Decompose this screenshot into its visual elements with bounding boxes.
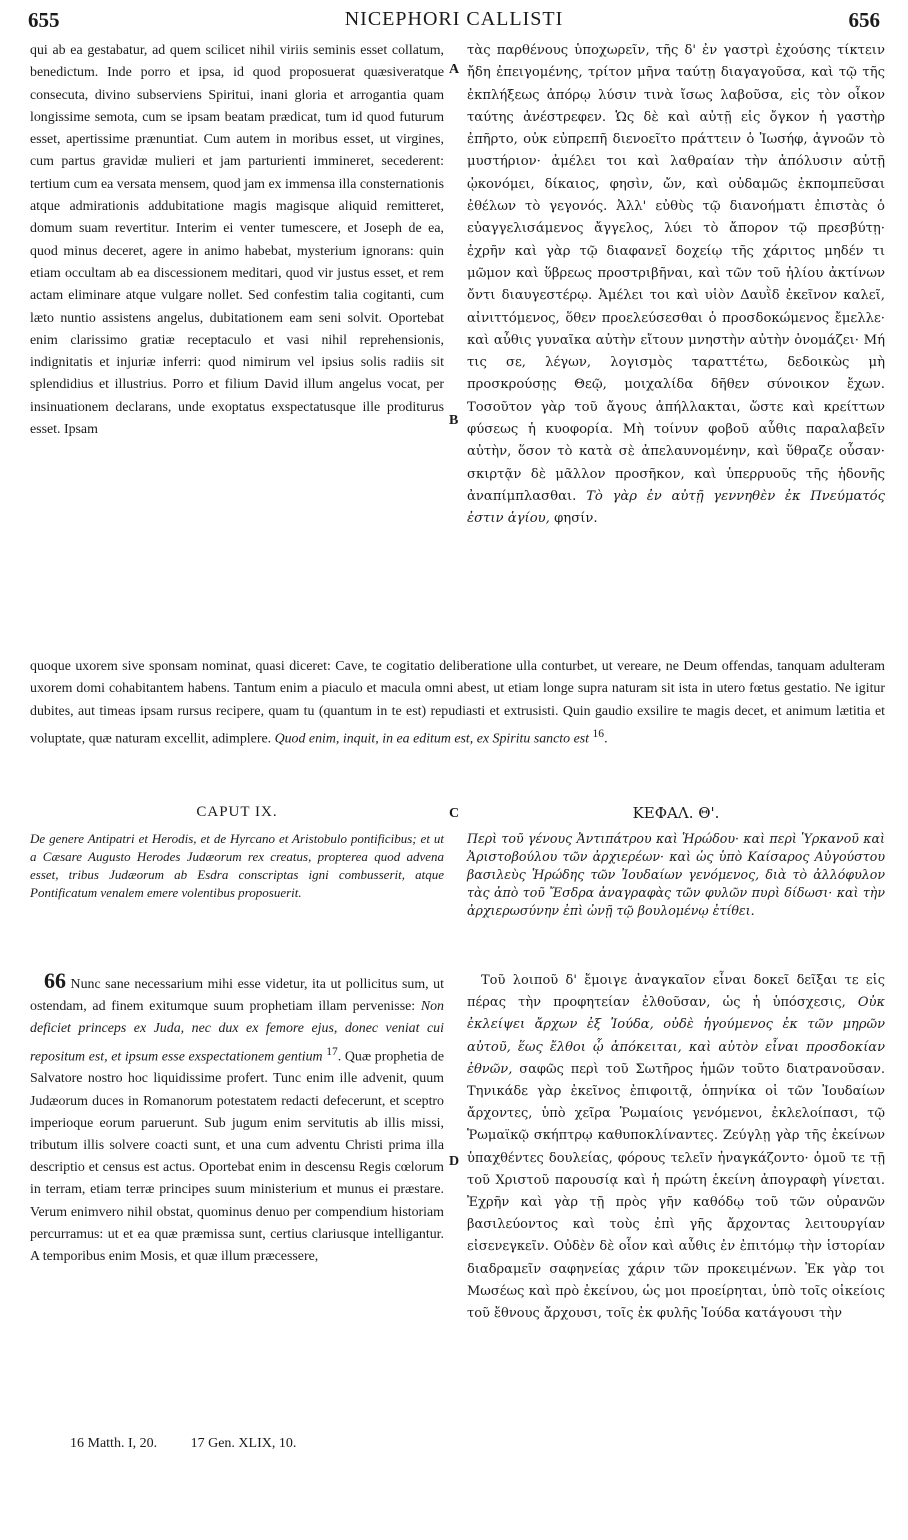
latin-chapter-text: Nunc sane necessarium mihi esse videtur, ita ut pollicitus sum, ut ostendam, ad finem exitumque suum prophetiam illam pervenisse:: [30, 977, 444, 1015]
margin-letter-a: A: [449, 62, 460, 77]
greek-text-end: φησίν.: [554, 511, 598, 527]
greek-chapter-paragraph: [467, 970, 885, 1325]
margin-letter-d: D: [449, 1154, 460, 1169]
greek-quote: Τὸ γὰρ ἐν αὐτῇ γεννηθὲν ἐκ Πνεύματός ἐστιν ἁγίου,: [467, 488, 885, 527]
right-page-number: 656: [848, 8, 880, 32]
greek-chapter-body: [467, 970, 885, 1325]
latin-chapter-heading: CAPUT IX.: [196, 804, 278, 820]
section-number: 66: [44, 968, 66, 993]
margin-letter-c: C: [449, 806, 460, 821]
footnote-marker-17: 17: [326, 1044, 338, 1058]
footnote-17: 17 Gen. XLIX, 10.: [190, 1436, 297, 1451]
latin-chapter-text-rest: . Quæ prophetia de Salvatore nostro hoc liquidissime profert. Tunc enim ille advenit, quum Judæorum duces in Romanorum potestatem redacti defecerunt, et sceptro imperioque eorum paruerunt. Sub jugum enim servitutis ab illis missi, tributum illis solvere coacti sunt, et una cum adventu Christi prima illa descriptio et census est actus. Oportebat enim in descensu Regis cœlorum in terram, etiam terræ principes suum ministerium et munus ei præstare. Verum enimvero nihil obstat, quominus denuo per compendium historiam percurramus: ut et ea quæ præmissa sunt, certius clariusque intelligantur. A temporibus enim Mosis, et quæ illum præcessere,: [30, 1049, 444, 1265]
latin-wide-text: quoque uxorem sive sponsam nominat, quasi diceret: Cave, te cogitatio deliberatione ulla conturbet, ut vereare, ne Deum offendas, tanquam adulteram uxorem domi cohabitantem habens. Tantum enim a piaculo et macula omni abest, ut etiam longe supra naturam sit ista in utero fœtus gestatio. Ne igitur dubites, aut timeas ipsam rursus recipere, quam tu (quantum in te est) repudiasti et extrusisti. Quin gaudio exsilire te magis decet, et animum lætitia et voluptate, quæ naturam excellit, adimplere.: [30, 659, 885, 747]
latin-chapter-body: [30, 970, 444, 1268]
greek-chapter-text: Τοῦ λοιποῦ δ' ἔμοιγε ἀναγκαῖον εἶναι δοκεῖ δεῖξαι τε εἰς πέρας τὴν προφητείαν ἐλθοῦσαν, ὡς ἡ ὑπόσχεσις,: [467, 973, 885, 1011]
greek-text: τὰς παρθένους ὑποχωρεῖν, τῆς δ' ἐν γαστρὶ ἐχούσης τίκτειν ἤδη ἐπειγομένης, τρίτον μῆνα ταύτῃ διαγαγοῦσα, καὶ τῷ τῆς ἐκπλήξεως ἀπόρῳ λύσιν τινὰ ἴσως λαβοῦσα, εἰς τὸν οἶκον ταύτης ἀνέστρεφεν. Ὡς δὲ καὶ αὐτῇ εἰς ὄγκον ἡ γαστὴρ ἐπῆρτο, οὐκ εὐπρεπῆ διενοεῖτο πράττειν ὁ Ἰωσήφ, ἀγνοῶν τὸ μυστήριον· ἀμέλει τοι καὶ λαθραίαν τὴν ἀπόλυσιν αὐτῇ ᾠκονόμει, δίκαιος, φησὶν, ὤν, καὶ οὐδαμῶς ἐκπομπεῦσαι ἐθέλων τὸ γεγονός. Ἀλλ' εὐθὺς τῷ διανοήματι ἐπιστὰς ὁ εὐαγγελισάμενος ἄγγελος, λύει τὸ ἄπορον τῷ πρεσβύτῃ· ἐχρῆν καὶ γὰρ τῷ διαφανεῖ δοχείῳ τῆς χάριτος μηδέν τι μῶμον καὶ ὕβρεως προστριβῆναι, καὶ τῶν τοῦ ἡλίου ἀκτίνων ὄντι διαυγεστέρῳ. Ἀμέλει τοι καὶ υἱὸν Δαυῒδ ἐκεῖνον καλεῖ, αἰνιττόμενος, ὅθεν προελεύσεσθαι ὁ προσδοκώμενος ἔμελλε· καὶ αὖθις γυναῖκα αὐτὴν εἴτουν μνηστὴν αὐτὴν ὀνομάζει· Μή τις σε, λέγων, λογισμὸς ταραττέτω, δεδοικὼς μὴ προσκρούσῃς Θεῷ, μοιχαλίδα δῆθεν σύνοικον ἔχων. Τοσοῦτον γὰρ τοῦ ἄγους ἀπήλλακται, ὥστε καὶ κρείττων φύσεως ἡ κυοφορία. Μὴ τοίνυν φοβοῦ αὖθις παραλαβεῖν αὐτὴν, ὅσον τὸ κατὰ σὲ ἀπελαυνομένην, καὶ ὕθραζε οὖσαν· σκιρτᾷν δὲ μᾶλλον προσῆκον, καὶ ὑπερρυοῦς τῆς ἡδονῆς ἀναπίμπλασθαι.: [467, 43, 885, 504]
margin-letter-b: B: [449, 413, 459, 428]
greek-chapter-quote: Οὐκ ἐκλείψει ἄρχων ἐξ Ἰούδα, οὐδὲ ἡγούμενος ἐκ τῶν μηρῶν αὐτοῦ, ἕως ἔλθοι ᾧ ἀπόκειται, καὶ αὐτὸν εἶναι προσδοκίαν ἐθνῶν,: [467, 995, 885, 1077]
greek-chapter-summary: Περὶ τοῦ γένους Ἀντιπάτρου καὶ Ἡρώδου· καὶ περὶ Ὑρκανοῦ καὶ Ἀριστοβούλου τῶν ἀρχιερέων· καὶ ὡς ὑπὸ Καίσαρος Αὐγούστου βασιλεὺς Ἡρώδης τῶν Ἰουδαίων γενόμενος, διὰ τὸ ἀλλόφυλον τὰς ἀπὸ τοῦ Ἔσδρα ἀναγραφὰς τῶν φυλῶν πυρὶ δίδωσι· καὶ τὴν ἀρχιερωσύνην ἐπὶ ὠνῇ τῷ βουλομένῳ ἐτίθει.: [467, 831, 885, 918]
greek-paragraph: [467, 40, 885, 531]
left-page-number: 655: [28, 8, 60, 32]
greek-chapter-text-rest: σαφῶς περὶ τοῦ Σωτῆρος ἡμῶν τοῦτο διατρανοῦσαν. Τηνικάδε γὰρ ἐκεῖνος ἐπιφοιτᾷ, ὁπηνίκα οἱ τῶν Ἰουδαίων ἄρχοντες, ὑπὸ χεῖρα Ῥωμαίοις γενόμενοι, ἐκλελοίπασι, τῷ Ῥωμαϊκῷ σκήπτρῳ καθυποκλίναντες. Ζεύγλῃ γὰρ τῆς ἐκείνων ὑπαχθέντες δουλείας, φόρους τελεῖν ἠναγκάζοντο· ὁμοῦ τε τῇ τοῦ Χριστοῦ παρουσίᾳ καὶ ἡ πρώτη ἐκείνη ἀπογραφὴ γίνεται. Ἐχρῆν καὶ γὰρ τῇ πρὸς γῆν καθόδῳ τοῦ τῶν οὐρανῶν βασιλεύοντος καὶ τοὺς ἐπὶ γῆς ἄρχοντας λειτουργίαν εἰσενεγκεῖν. Οὐδὲν δὲ οἷον καὶ αὖθις ἐν ἐπιτόμῳ τὴν ἱστορίαν διαδραμεῖν σαφηνείας χάριν τῶν προκειμένων. Ἐκ γὰρ τοι Μωσέως καὶ πρὸ ἐκείνου, ὡς μοι προείρηται, ὑπὸ τοῖς οἰκείοις τοῦ ἔθνους ἄρχουσι, τοῖς ἐκ φυλῆς Ἰούδα κατάγουσι τὴν: [467, 1061, 885, 1322]
latin-wide-paragraph: quoque uxorem sive sponsam nominat, quasi diceret: Cave, te cogitatio deliberatione ulla conturbet, ut vereare, ne Deum offendas, tanquam adulteram uxorem domi cohabitantem habens. Tantum enim a piaculo et macula omni abest, ut etiam longe supra naturam sit ista in utero fœtus gestatio. Ne igitur dubites, aut timeas ipsam rursus recipere, quam tu (quantum in te est) repudiasti et extrusisti. Quin gaudio exsilire te magis decet, et animum lætitia et voluptate, quæ naturam excellit, adimplere. Quod enim, inquit, in ea editum est, ex Spiritu sancto est $^{16}$.: [30, 659, 885, 747]
latin-wide-block: [30, 656, 885, 751]
latin-chapter-paragraph: [30, 970, 444, 1268]
latin-wide-quote: Quod enim, inquit, in ea editum est, ex Spiritu sancto est: [274, 731, 590, 747]
greek-chapter-heading: ΚΕΦΑΛ. Θ'.: [632, 804, 720, 822]
latin-chapter-summary: De genere Antipatri et Herodis, et de Hyrcano et Aristobulo pontificibus; et ut a Cæsare Augusto Herodes Judæorum rex creatus, propterea quod advena esset, tribus Judæorum ab Esdra conscriptas igni combusserit, atque Pontificatum venalem emere volentibus proposuerit.: [30, 831, 444, 900]
running-title: NICEPHORI CALLISTI: [344, 8, 564, 30]
latin-chapter-quote: Non deficiet princeps ex Juda, nec dux ex femore ejus, donec veniat cui repositum est, et ipsum esse exspectationem gentium: [30, 999, 444, 1065]
running-header: [28, 8, 880, 42]
latin-column-upper: [30, 40, 444, 441]
footnote-marker-16: 16: [592, 726, 605, 740]
greek-column-upper: [467, 40, 885, 531]
latin-paragraph: qui ab ea gestabatur, ad quem scilicet nihil viriis seminis esset collatum, benedictum. Inde porro et ipsa, id quod proposuerat quæsiveratque consecuta, divino subserviens Spiritui, inani gloria et arrogantia quam longissime semota, cum se ipsam beatam prædicat, tum id quod futurum esset, apertissime prænuntiat. Cum autem in moribus esset, ut virgines, cum partus gravidæ mulieri et jam parturienti immineret, secederent: tertium cum ea versata mensem, quod jam ex immensa illa consternationis atque admirationis addubitatione magis magisque aliquid remitteret, domum suam revertitur. Interim ei venter tumescere, et Joseph de ea, quod minus deceret, agere in animo habebat, mysterium ignorans: quin etiam occultam ab ea discessionem meditari, quod vir justus esset, et rem actam eliminare atque vulgare nollet. Sed confestim talia cogitanti, cum læto nuntio assistens angelus, dubitationem eam seni solvit. Oportebat enim clarissimo gratiæ receptaculo et vasi nihil reprehensionis, indignitatis et injuriæ inferri: quod nimirum vel ipsius solis radiis sit splendidius et illustrius. Porro et filium David illum angelus vocat, per insinuationem declarans, unde exoptatus exspectatusque ille proditurus esset. Ipsam: [30, 43, 444, 438]
footnote-16: 16 Matth. I, 20.: [70, 1436, 158, 1451]
footnotes: [70, 1436, 326, 1452]
